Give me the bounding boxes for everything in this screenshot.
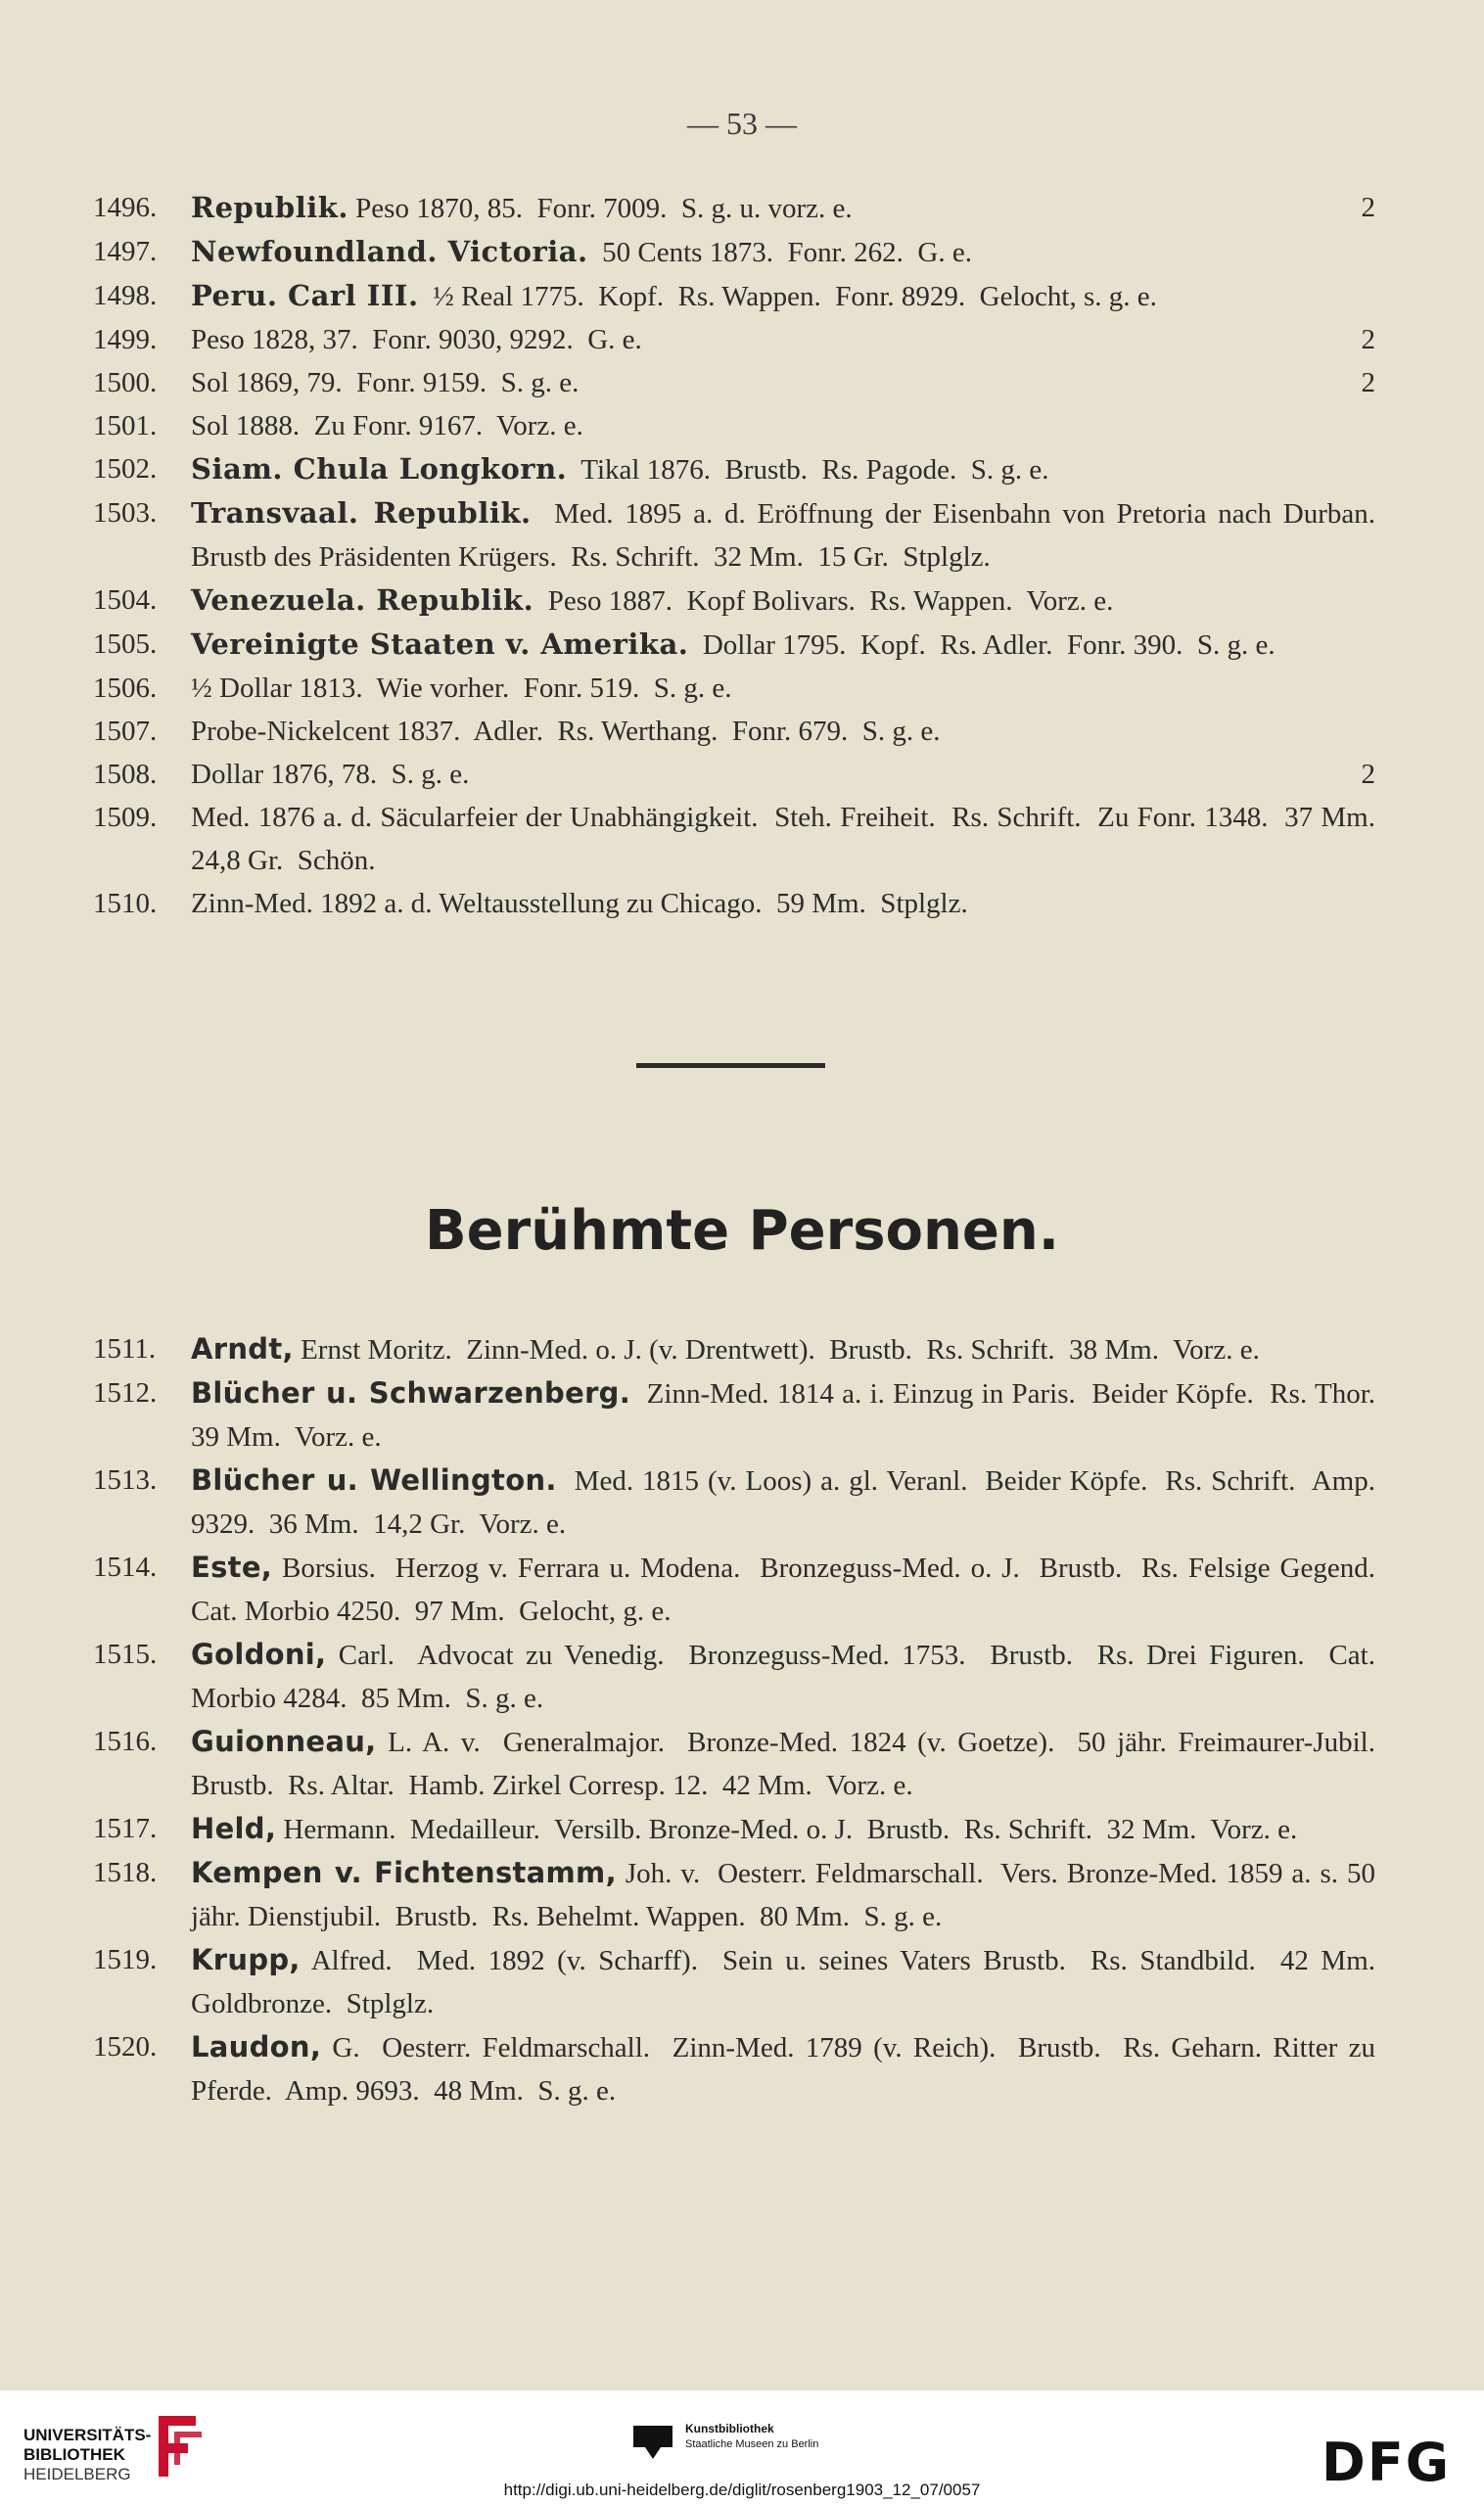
entry-text: Tikal 1876. Brustb. Rs. Pagode. S. g. e. [567, 454, 1049, 486]
entry-heading: Este, [191, 1551, 273, 1584]
kunstbibliothek-label [685, 2422, 818, 2452]
entry-body [191, 361, 1375, 404]
entry-body [191, 710, 1375, 753]
entry-text: Peso 1870, 85. Fonr. 7009. S. g. u. vorz. e. [348, 193, 853, 224]
entry-number: 1518. [93, 1857, 158, 1888]
entry-text: Alfred. Med. 1892 (v. Scharff). Sein u. seines Vaters Brustb. Rs. Standbild. 42 Mm. Goldbronze. Stplglz. [191, 1945, 1390, 2019]
source-url-link[interactable]: http://digi.ub.uni-heidelberg.de/diglit/rosenberg1903_12_07/0057 [503, 2481, 981, 2499]
entry-text: Dollar 1795. Kopf. Rs. Adler. Fonr. 390. S. g. e. [688, 629, 1275, 661]
catalog-entry [93, 1633, 1383, 1720]
entry-heading: Goldoni, [191, 1638, 327, 1671]
entry-heading: Transvaal. Republik. [191, 496, 532, 530]
entry-body [191, 579, 1375, 623]
entry-heading: Newfoundland. Victoria. [191, 235, 588, 268]
entry-number: 1500. [93, 367, 158, 398]
entry-body [191, 1459, 1383, 1546]
entry-text: ½ Dollar 1813. Wie vorher. Fonr. 519. S. g. e. [191, 672, 732, 704]
university-library-label[interactable] [23, 2426, 151, 2484]
catalog-entry [93, 623, 1375, 667]
entry-text: Joh. v. Oesterr. Feldmarschall. Vers. Bronze-Med. 1859 a. s. 50 jähr. Dienstjubil. Brustb. Rs. Behelmt. Wappen. 80 Mm. S. g. e. [191, 1858, 1383, 1932]
catalog-entry [93, 274, 1375, 318]
entry-number: 1513. [93, 1464, 158, 1496]
entry-text: Zinn-Med. 1892 a. d. Weltausstellung zu Chicago. 59 Mm. Stplglz. [191, 888, 968, 919]
entry-number: 1496. [93, 192, 158, 223]
catalog-entry [93, 710, 1375, 753]
entry-number: 1519. [93, 1944, 158, 1975]
entry-body [191, 404, 1375, 447]
entry-text: G. Oesterr. Feldmarschall. Zinn-Med. 1789 (v. Reich). Brustb. Rs. Geharn. Ritter zu Pferde. Amp. 9693. 48 Mm. S. g. e. [191, 2032, 1383, 2107]
catalog-entry [93, 1938, 1390, 2025]
kunstbibliothek-logo-icon[interactable] [631, 2418, 676, 2463]
catalog-entry [93, 447, 1375, 491]
catalog-entry [93, 230, 1375, 274]
catalog-entries-bottom [93, 1327, 1390, 2112]
entry-body [191, 882, 1375, 925]
footer-bar [0, 2388, 1484, 2504]
entry-text: Dollar 1876, 78. S. g. e. [191, 759, 470, 790]
dfg-logo[interactable]: DFG [1322, 2432, 1452, 2493]
catalog-entries-top [93, 186, 1390, 925]
entry-number: 1505. [93, 628, 158, 660]
entry-number: 1516. [93, 1726, 158, 1757]
entry-text: Zinn-Med. 1814 a. i. Einzug in Paris. Beider Köpfe. Rs. Thor. 39 Mm. Vorz. e. [191, 1378, 1390, 1453]
entry-number: 1509. [93, 802, 158, 833]
entry-text: Sol 1869, 79. Fonr. 9159. S. g. e. [191, 367, 580, 398]
entry-text: Sol 1888. Zu Fonr. 9167. Vorz. e. [191, 410, 583, 441]
entry-heading: Vereinigte Staaten v. Amerika. [191, 627, 689, 661]
entry-heading: Venezuela. Republik. [191, 583, 534, 617]
entry-heading: Krupp, [191, 1943, 301, 1976]
section-heading: Berühmte Personen. [424, 1199, 1060, 1263]
entry-text: Med. 1815 (v. Loos) a. gl. Veranl. Beider Köpfe. Rs. Schrift. Amp. 9329. 36 Mm. 14,2 Gr. Vorz. e. [191, 1465, 1383, 1540]
uni-line-2: BIBLIOTHEK [23, 2445, 125, 2464]
entry-body [191, 1546, 1390, 1633]
entry-text: Carl. Advocat zu Venedig. Bronzeguss-Med. 1753. Brustb. Rs. Drei Figuren. Cat. Morbio 4284. 85 Mm. S. g. e. [191, 1640, 1383, 1714]
entry-number: 1514. [93, 1552, 158, 1583]
page-number: — 53 — [687, 106, 797, 141]
entry-body [191, 186, 1375, 230]
catalog-entry [93, 1720, 1390, 1807]
catalog-entry [93, 491, 1390, 579]
catalog-entry [93, 361, 1375, 404]
entry-heading: Kempen v. Fichtenstamm, [191, 1856, 617, 1889]
entry-text: Ernst Moritz. Zinn-Med. o. J. (v. Drentwett). Brustb. Rs. Schrift. 38 Mm. Vorz. e. [293, 1334, 1260, 1366]
entry-text: Peso 1887. Kopf Bolivars. Rs. Wappen. Vorz. e. [533, 585, 1114, 617]
entry-number: 1520. [93, 2031, 158, 2063]
entry-text: Borsius. Herzog v. Ferrara u. Modena. Bronzeguss-Med. o. J. Brustb. Rs. Felsige Gegend. Cat. Morbio 4250. 97 Mm. Gelocht, g. e. [191, 1553, 1390, 1627]
section-divider [636, 1063, 825, 1068]
catalog-entry [93, 579, 1375, 623]
entry-text: Peso 1828, 37. Fonr. 9030, 9292. G. e. [191, 324, 642, 355]
uni-line-3: HEIDELBERG [23, 2465, 131, 2483]
entry-body [191, 2025, 1383, 2112]
entry-number: 1517. [93, 1813, 158, 1844]
university-logo-icon[interactable] [149, 2408, 206, 2486]
entry-body [191, 623, 1375, 667]
catalog-entry [93, 2025, 1383, 2112]
entry-number: 1501. [93, 410, 158, 441]
catalog-entry [93, 1371, 1390, 1459]
catalog-entry [93, 882, 1375, 925]
catalog-entry [93, 1459, 1383, 1546]
entry-body [191, 274, 1375, 318]
entry-price: 2 [1361, 192, 1375, 223]
entry-body [191, 230, 1375, 274]
entry-heading: Siam. Chula Longkorn. [191, 452, 568, 486]
kb-line-2: Staatliche Museen zu Berlin [685, 2438, 819, 2450]
entry-number: 1511. [93, 1333, 157, 1365]
uni-line-1: UNIVERSITÄTS- [23, 2426, 152, 2444]
entry-number: 1503. [93, 497, 158, 529]
entry-text: Med. 1876 a. d. Säcularfeier der Unabhängigkeit. Steh. Freiheit. Rs. Schrift. Zu Fonr. 1348. 37 Mm. 24,8 Gr. Schön. [191, 802, 1390, 876]
entry-number: 1502. [93, 453, 158, 485]
entry-number: 1508. [93, 759, 158, 790]
entry-text: Probe-Nickelcent 1837. Adler. Rs. Werthang. Fonr. 679. S. g. e. [191, 716, 941, 747]
entry-number: 1498. [93, 280, 158, 311]
catalog-entry [93, 1327, 1375, 1371]
catalog-entry [93, 753, 1375, 796]
entry-number: 1515. [93, 1639, 158, 1670]
entry-number: 1506. [93, 672, 158, 704]
entry-price: 2 [1361, 759, 1375, 790]
entry-body [191, 1720, 1390, 1807]
entry-body [191, 447, 1375, 491]
entry-heading: Guionneau, [191, 1725, 377, 1758]
entry-body [191, 1633, 1383, 1720]
kb-line-1: Kunstbibliothek [685, 2422, 774, 2435]
entry-body [191, 1371, 1390, 1459]
entry-heading: Peru. Carl III. [191, 279, 419, 312]
entry-body [191, 753, 1375, 796]
catalog-entry [93, 1807, 1375, 1851]
catalog-entry [93, 186, 1375, 230]
entry-number: 1499. [93, 324, 158, 355]
entry-body [191, 796, 1390, 882]
entry-heading: Republik. [191, 191, 348, 224]
entry-body [191, 667, 1375, 710]
catalog-entry [93, 1851, 1383, 1938]
entry-text: L. A. v. Generalmajor. Bronze-Med. 1824 (v. Goetze). 50 jähr. Freimaurer-Jubil. Brustb. Rs. Altar. Hamb. Zirkel Corresp. 12. 42 Mm. Vorz. e. [191, 1727, 1390, 1801]
entry-heading: Blücher u. Wellington. [191, 1463, 557, 1497]
entry-body [191, 1327, 1375, 1371]
entry-price: 2 [1361, 324, 1375, 355]
entry-text: Med. 1895 a. d. Eröffnung der Eisenbahn von Pretoria nach Durban. Brustb des Präsidenten Krügers. Rs. Schrift. 32 Mm. 15 Gr. Stplglz. [191, 498, 1390, 573]
entry-number: 1512. [93, 1377, 158, 1409]
entry-body [191, 1807, 1375, 1851]
catalog-entry [93, 667, 1375, 710]
entry-body [191, 318, 1375, 361]
entry-price: 2 [1361, 367, 1375, 398]
catalog-entry [93, 796, 1390, 882]
entry-heading: Held, [191, 1812, 277, 1845]
entry-body [191, 491, 1390, 579]
entry-number: 1507. [93, 716, 158, 747]
entry-heading: Arndt, [191, 1332, 294, 1366]
entry-body [191, 1851, 1383, 1938]
catalog-entry [93, 318, 1375, 361]
entry-text: 50 Cents 1873. Fonr. 262. G. e. [587, 237, 972, 268]
catalog-entry [93, 1546, 1390, 1633]
entry-number: 1510. [93, 888, 158, 919]
entry-heading: Laudon, [191, 2030, 322, 2063]
entry-text: Hermann. Medailleur. Versilb. Bronze-Med. o. J. Brustb. Rs. Schrift. 32 Mm. Vorz. e. [276, 1814, 1298, 1845]
entry-heading: Blücher u. Schwarzenberg. [191, 1376, 631, 1410]
entry-body [191, 1938, 1390, 2025]
entry-number: 1497. [93, 236, 158, 267]
entry-text: ½ Real 1775. Kopf. Rs. Wappen. Fonr. 8929. Gelocht, s. g. e. [418, 281, 1157, 312]
entry-number: 1504. [93, 584, 158, 616]
catalog-entry [93, 404, 1375, 447]
